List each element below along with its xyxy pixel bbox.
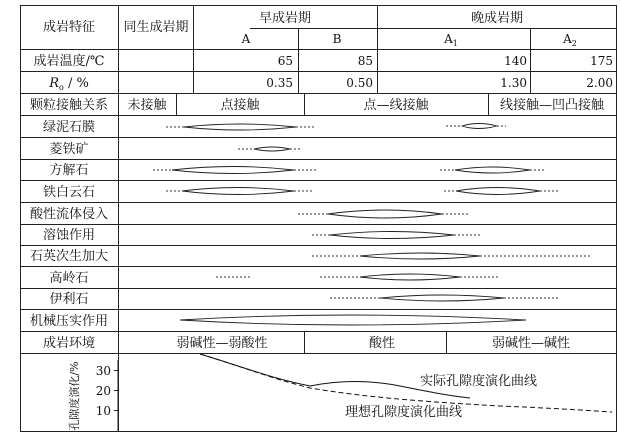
row-label-calcite: 方解石	[49, 163, 89, 178]
ideal-curve-label: 理想孔隙度演化曲线	[345, 405, 463, 420]
ro-label: $R_o$ / %	[49, 76, 89, 92]
porosity-tick-label: 20	[95, 384, 111, 398]
siderite-lens	[254, 147, 290, 151]
kaolinite-lens	[360, 274, 460, 280]
header-b: B	[332, 32, 342, 46]
header-a2: $A_2$	[563, 32, 577, 48]
row-label-kaolinite: 高岭石	[49, 271, 89, 286]
ankerite-lens	[456, 188, 540, 195]
calcite-lens	[455, 167, 530, 173]
header-feature: 成岩特征	[42, 20, 96, 35]
row-label-quartz-overgrowth: 石英次生加大	[29, 249, 109, 264]
row-label-ankerite: 铁白云石	[42, 185, 96, 200]
row-label-siderite: 菱铁矿	[49, 142, 89, 157]
contact-stage: 未接触	[127, 98, 167, 113]
actual-curve-label: 实际孔隙度演化曲线	[420, 374, 538, 389]
quartz-lens	[360, 253, 480, 259]
ro-value: 2.00	[586, 76, 613, 90]
illite-lens	[380, 295, 504, 301]
contact-stage: 线接触—凹凸接触	[499, 98, 605, 113]
chlorite-lens	[184, 124, 296, 130]
temperature-value: 85	[357, 54, 373, 68]
contact-label: 颗粒接触关系	[29, 98, 109, 113]
ro-value: 1.30	[500, 76, 527, 90]
dissolution-lens	[330, 232, 454, 239]
row-label-acid-fluid: 酸性流体侵入	[29, 207, 109, 222]
header-late: 晚成岩期	[470, 11, 524, 26]
porosity-tick-label: 30	[95, 364, 111, 378]
environment-stage: 弱碱性—碱性	[491, 336, 571, 351]
chlorite-lens	[462, 124, 497, 129]
row-label-compaction: 机械压实作用	[29, 314, 109, 329]
porosity-panel	[67, 354, 612, 431]
ro-value: 0.35	[266, 76, 293, 90]
compaction-lens	[180, 315, 526, 325]
ro-value: 0.50	[346, 76, 373, 90]
row-label-dissolution: 溶蚀作用	[42, 228, 96, 243]
header-a: A	[241, 32, 251, 46]
header-syngenetic: 同生成岩期	[123, 20, 189, 35]
environment-label: 成岩环境	[42, 336, 96, 351]
ankerite-lens	[182, 188, 294, 195]
acid-fluid-lens	[328, 210, 442, 218]
header-early: 早成岩期	[258, 11, 312, 26]
temperature-label: 成岩温度/℃	[33, 54, 105, 69]
temperature-value: 65	[277, 54, 293, 68]
temperature-value: 175	[590, 54, 613, 68]
porosity-axis-label: 孔隙度演化/%	[68, 361, 81, 431]
calcite-lens	[172, 167, 294, 174]
header-a1: $A_1$	[444, 32, 458, 48]
ideal-porosity-curve	[200, 354, 612, 412]
temperature-value: 140	[504, 54, 527, 68]
environment-stage: 酸性	[368, 336, 396, 351]
row-label-chlorite: 绿泥石膜	[42, 120, 96, 135]
porosity-tick-label: 10	[95, 404, 111, 418]
environment-stage: 弱碱性—弱酸性	[176, 336, 268, 351]
contact-stage: 点接触	[220, 98, 260, 113]
contact-stage: 点—线接触	[363, 98, 429, 113]
row-label-illite: 伊利石	[49, 292, 89, 307]
